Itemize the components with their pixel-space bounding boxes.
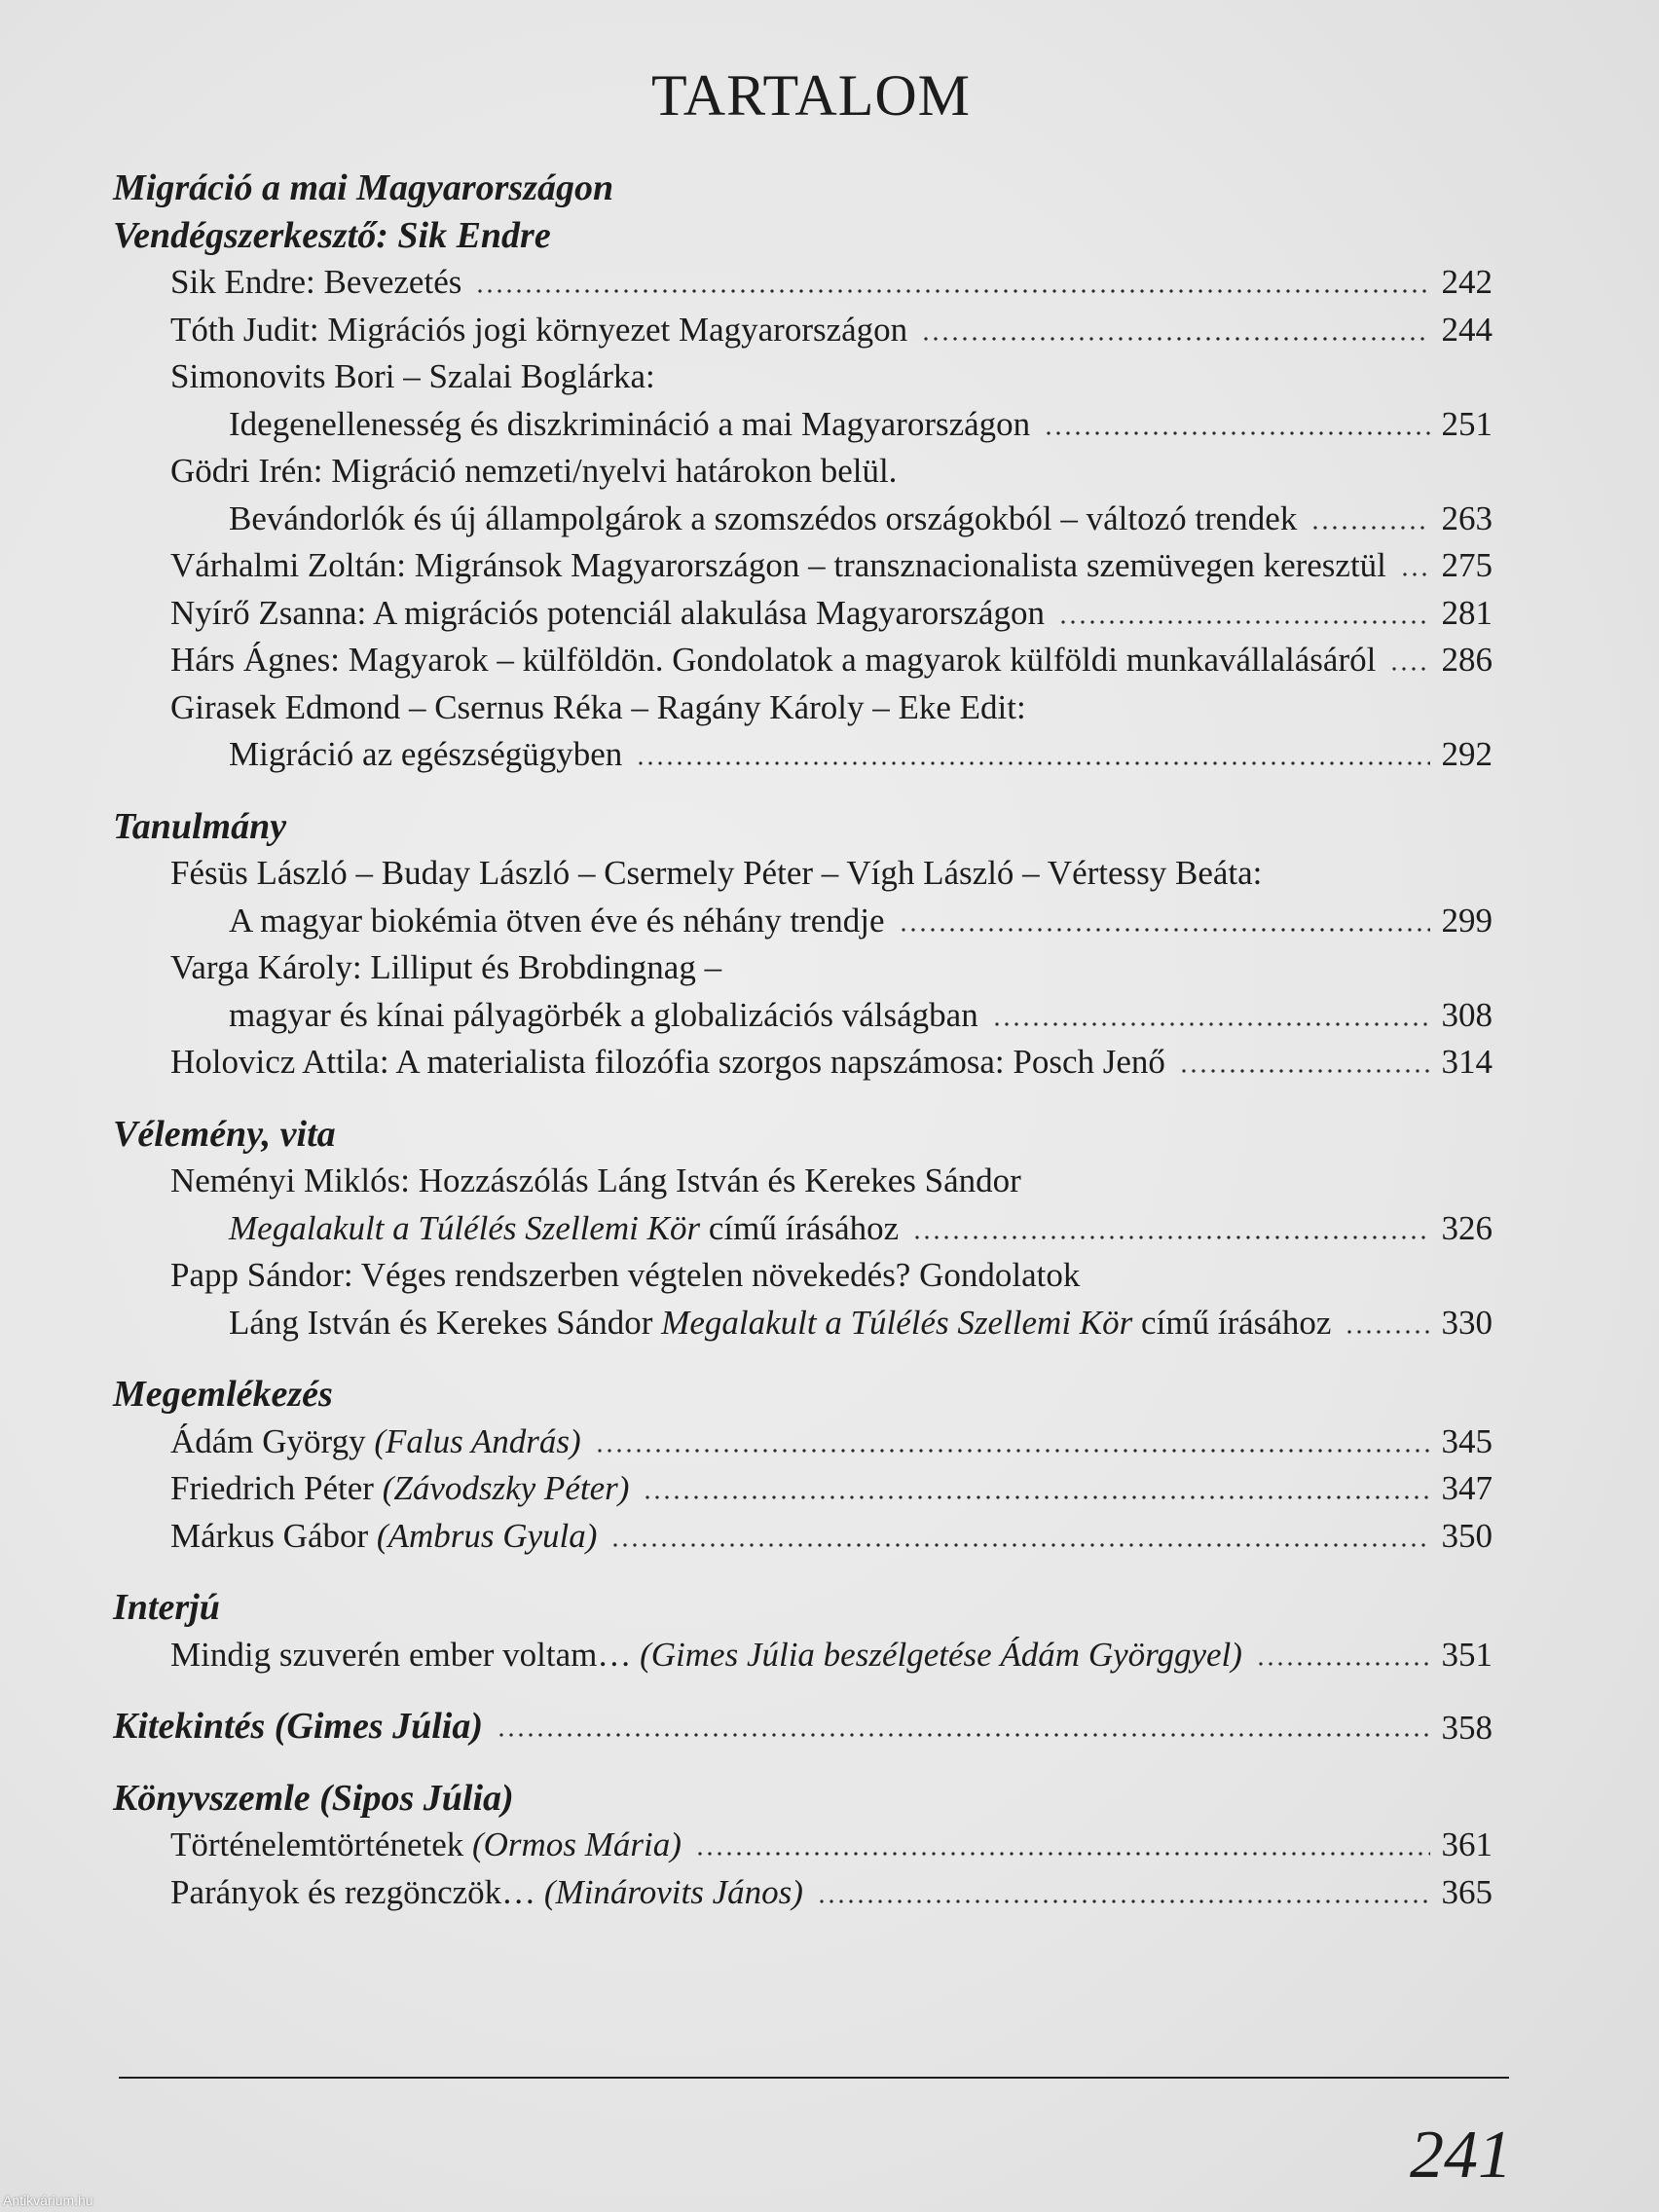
toc-entry-authors bbox=[113, 1252, 1493, 1300]
entry-authors: Girasek Edmond – Csernus Réka – Ragány Károly – Eke Edit: bbox=[170, 687, 1026, 726]
table-of-contents bbox=[113, 165, 1493, 1916]
entry-author-credit: (Minárovits János) bbox=[543, 1872, 803, 1911]
section-heading bbox=[113, 1371, 1493, 1419]
section-page-number: 358 bbox=[1441, 1709, 1493, 1748]
section-heading-text: Kitekintés (Gimes Júlia) bbox=[113, 1706, 483, 1748]
entry-title: Migráció az egészségügyben bbox=[229, 735, 623, 774]
entry-author-credit: (Ambrus Gyula) bbox=[376, 1516, 598, 1555]
entry-page-number: 251 bbox=[1441, 404, 1493, 443]
entry-title: Holovicz Attila: A materialista filozófia szorgos napszámosa: Posch Jenő bbox=[170, 1043, 1165, 1082]
toc-section bbox=[113, 1775, 1493, 1917]
entry-page-number: 365 bbox=[1441, 1872, 1493, 1911]
entry-authors: Fésüs László – Buday László – Csermely Péter – Vígh László – Vértessy Beáta: bbox=[170, 854, 1263, 893]
entry-page-number: 292 bbox=[1441, 735, 1493, 774]
toc-entry bbox=[113, 1465, 1493, 1513]
toc-entry bbox=[113, 1822, 1493, 1869]
dot-leader bbox=[595, 1449, 1430, 1453]
entry-page-number: 330 bbox=[1441, 1303, 1493, 1342]
toc-section bbox=[113, 803, 1493, 1087]
entry-page-number: 263 bbox=[1441, 498, 1493, 537]
dot-leader bbox=[992, 1022, 1430, 1026]
entry-title: Várhalmi Zoltán: Migránsok Magyarországon – transznacionalista szemüvegen keresztül bbox=[170, 546, 1386, 585]
toc-entry bbox=[113, 1419, 1493, 1466]
entry-title: Mindig szuverén ember voltam… bbox=[170, 1635, 641, 1674]
toc-title: TARTALOM bbox=[650, 63, 972, 128]
toc-section bbox=[113, 1371, 1493, 1560]
toc-section bbox=[113, 1584, 1493, 1678]
entry-title: Idegenellenesség és diszkrimináció a mai Magyarországon bbox=[229, 404, 1031, 443]
entry-title-group bbox=[170, 1422, 581, 1461]
guest-editor-heading bbox=[113, 212, 1493, 260]
dot-leader bbox=[695, 1852, 1430, 1856]
toc-entry bbox=[113, 1300, 1493, 1347]
entry-page-number: 308 bbox=[1441, 995, 1493, 1034]
toc-section bbox=[113, 1111, 1493, 1347]
section-heading-text: Tanulmány bbox=[113, 805, 287, 847]
entry-title: Márkus Gábor bbox=[170, 1516, 377, 1555]
entry-authors: Varga Károly: Lilliput és Brobdingnag – bbox=[170, 948, 722, 987]
entry-page-number: 326 bbox=[1441, 1208, 1493, 1247]
section-heading bbox=[113, 165, 1493, 212]
dot-leader bbox=[912, 1235, 1429, 1239]
entry-title-group bbox=[229, 1209, 899, 1248]
toc-entry bbox=[113, 590, 1493, 638]
entry-title: Parányok és rezgönczök… bbox=[170, 1872, 544, 1911]
section-heading-text: Könyvszemle (Sipos Júlia) bbox=[113, 1777, 514, 1819]
entry-authors: Papp Sándor: Véges rendszerben végtelen növekedés? Gondolatok bbox=[170, 1256, 1081, 1295]
entry-page-number: 314 bbox=[1441, 1043, 1493, 1082]
entry-page-number: 345 bbox=[1441, 1421, 1493, 1460]
entry-title-group bbox=[170, 1517, 597, 1556]
footer-rule bbox=[119, 2077, 1509, 2079]
entry-title: Friedrich Péter bbox=[170, 1469, 383, 1508]
entry-title: Nyírő Zsanna: A migrációs potenciál alakulása Magyarországon bbox=[170, 593, 1046, 632]
toc-entry bbox=[113, 1632, 1493, 1679]
toc-entry-authors bbox=[113, 353, 1493, 401]
toc-entry bbox=[113, 637, 1493, 684]
entry-authors: Simonovits Bori – Szalai Boglárka: bbox=[170, 357, 655, 396]
toc-entry-authors bbox=[113, 944, 1493, 992]
toc-entry bbox=[113, 1205, 1493, 1253]
toc-entry-authors bbox=[113, 850, 1493, 898]
dot-leader bbox=[1256, 1662, 1430, 1666]
entry-page-number: 242 bbox=[1441, 263, 1493, 302]
entry-title: Ádám György bbox=[170, 1421, 375, 1460]
toc-entry bbox=[113, 542, 1493, 590]
section-heading bbox=[113, 1111, 1493, 1159]
dot-leader bbox=[636, 761, 1429, 765]
entry-title: Láng István és Kerekes Sándor bbox=[229, 1303, 662, 1342]
page-folio: 241 bbox=[1410, 2118, 1512, 2193]
toc-entry bbox=[113, 1513, 1493, 1561]
dot-leader bbox=[643, 1495, 1429, 1499]
entry-page-number: 351 bbox=[1441, 1635, 1493, 1674]
entry-title: Bevándorlók és új állampolgárok a szomszédos országokból – változó trendek bbox=[229, 498, 1298, 537]
dot-leader bbox=[475, 289, 1429, 293]
watermark: Antikvárium.hu bbox=[3, 2193, 93, 2208]
guest-editor-text: Vendégszerkesztő: Sik Endre bbox=[113, 214, 551, 256]
entry-title-group bbox=[170, 1469, 629, 1508]
toc-section bbox=[113, 165, 1493, 779]
dot-leader bbox=[899, 928, 1430, 932]
toc-entry bbox=[113, 259, 1493, 307]
dot-leader bbox=[497, 1733, 1430, 1737]
dot-leader bbox=[610, 1543, 1429, 1547]
entry-title: magyar és kínai pályagörbék a globalizációs válságban bbox=[229, 995, 978, 1034]
entry-title-suffix: című írásához bbox=[1132, 1303, 1332, 1342]
entry-page-number: 281 bbox=[1441, 593, 1493, 632]
entry-authors: Neményi Miklós: Hozzászólás Láng István és Kerekes Sándor bbox=[170, 1161, 1021, 1200]
dot-leader bbox=[1345, 1330, 1429, 1334]
entry-title: A magyar biokémia ötven éve és néhány trendje bbox=[229, 901, 885, 940]
entry-title-group bbox=[170, 1825, 682, 1864]
entry-title: Tóth Judit: Migrációs jogi környezet Magyarországon bbox=[170, 310, 908, 349]
section-heading bbox=[113, 1584, 1493, 1632]
toc-entry bbox=[113, 992, 1493, 1040]
toc-entry-authors bbox=[113, 684, 1493, 732]
entry-page-number: 275 bbox=[1441, 546, 1493, 585]
toc-entry-authors bbox=[113, 1158, 1493, 1205]
section-heading bbox=[113, 803, 1493, 851]
entry-author-credit: (Gimes Júlia beszélgetése Ádám Györggyel) bbox=[640, 1635, 1242, 1674]
entry-title-group bbox=[170, 1873, 803, 1912]
section-heading bbox=[113, 1703, 1493, 1751]
entry-author-credit: (Falus András) bbox=[374, 1421, 581, 1460]
entry-italic-title: Megalakult a Túlélés Szellemi Kör bbox=[229, 1208, 701, 1247]
entry-title: Sik Endre: Bevezetés bbox=[170, 263, 462, 302]
entry-page-number: 361 bbox=[1441, 1825, 1493, 1864]
entry-italic-title: Megalakult a Túlélés Szellemi Kör bbox=[661, 1303, 1133, 1342]
section-heading-text: Interjú bbox=[113, 1587, 220, 1629]
entry-page-number: 286 bbox=[1441, 641, 1493, 680]
entry-author-credit: (Ormos Mária) bbox=[472, 1825, 682, 1864]
toc-section bbox=[113, 1703, 1493, 1751]
section-heading-text: Vélemény, vita bbox=[113, 1113, 336, 1155]
entry-title-suffix: című írásához bbox=[700, 1208, 900, 1247]
toc-entry bbox=[113, 307, 1493, 354]
dot-leader bbox=[1044, 431, 1429, 435]
dot-leader bbox=[1400, 572, 1430, 576]
dot-leader bbox=[921, 337, 1429, 341]
section-heading bbox=[113, 1775, 1493, 1823]
section-heading-text: Megemlékezés bbox=[113, 1374, 333, 1416]
dot-leader bbox=[1179, 1069, 1430, 1073]
dot-leader bbox=[1058, 620, 1429, 624]
entry-page-number: 347 bbox=[1441, 1469, 1493, 1508]
entry-title-group bbox=[170, 1636, 1242, 1675]
entry-page-number: 299 bbox=[1441, 901, 1493, 940]
entry-title: Történelemtörténetek bbox=[170, 1825, 472, 1864]
dot-leader bbox=[1310, 526, 1429, 530]
toc-entry bbox=[113, 496, 1493, 543]
entry-author-credit: (Závodszky Péter) bbox=[382, 1469, 630, 1508]
toc-entry bbox=[113, 1869, 1493, 1917]
toc-entry-authors bbox=[113, 448, 1493, 496]
toc-entry bbox=[113, 401, 1493, 449]
entry-title-group bbox=[229, 1304, 1331, 1343]
toc-entry bbox=[113, 898, 1493, 945]
toc-entry bbox=[113, 731, 1493, 779]
entry-title: Hárs Ágnes: Magyarok – külföldön. Gondolatok a magyarok külföldi munkavállalásáról bbox=[170, 641, 1377, 680]
dot-leader bbox=[817, 1899, 1430, 1903]
section-heading-text: Migráció a mai Magyarországon bbox=[113, 167, 614, 209]
toc-entry bbox=[113, 1039, 1493, 1087]
entry-page-number: 350 bbox=[1441, 1516, 1493, 1555]
entry-authors: Gödri Irén: Migráció nemzeti/nyelvi határokon belül. bbox=[170, 452, 898, 491]
entry-page-number: 244 bbox=[1441, 310, 1493, 349]
dot-leader bbox=[1389, 667, 1429, 671]
